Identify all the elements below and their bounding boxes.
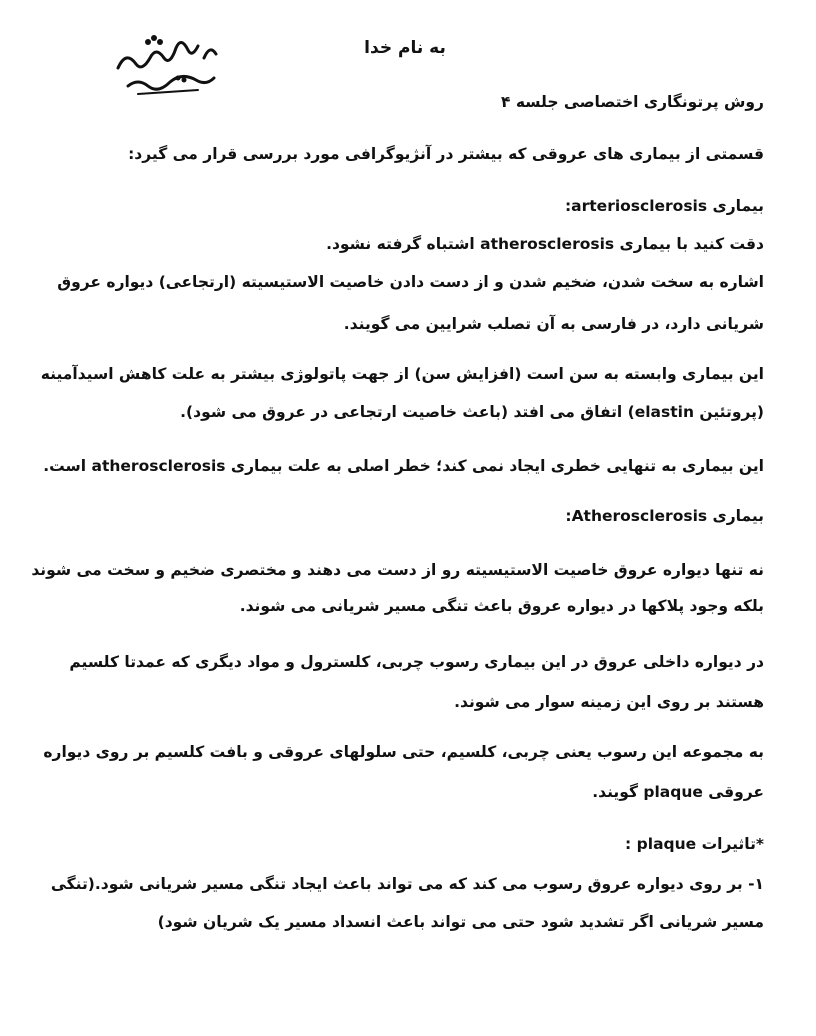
text-line: نه تنها دیواره عروق خاصیت الاستیسیته رو از دست می دهند و مختصری ضخیم و سخت می شوند: [31, 561, 764, 579]
text-line: (پروتئین elastin) اتفاق می افتد (باعث خاصیت ارتجاعی در عروق می شود).: [180, 403, 764, 421]
text-line: در دیواره داخلی عروق در این بیماری رسوب چربی، کلسترول و مواد دیگری که عمدتا کلسیم: [69, 653, 764, 671]
section-heading: بیماری arteriosclerosis:: [564, 197, 764, 215]
text-line: به مجموعه این رسوب یعنی چربی، کلسیم، حتی سلولهای عروقی و بافت کلسیم بر روی دیواره: [43, 743, 764, 761]
text-line: عروقی plaque گویند.: [592, 783, 764, 801]
text-line: اشاره به سخت شدن، ضخیم شدن و از دست دادن خاصیت الاستیسیته (ارتجاعی) دیواره عروق: [57, 273, 764, 291]
text-line: این بیماری به تنهایی خطری ایجاد نمی کند؛ خطر اصلی به علت بیماری atherosclerosis است.: [43, 457, 764, 475]
text-line: مسیر شریانی اگر تشدید شود حتی می تواند باعث انسداد مسیر یک شریان شود): [157, 913, 764, 931]
section-heading: بیماری Atherosclerosis:: [565, 507, 764, 525]
text-line: بلکه وجود پلاکها در دیواره عروق باعث تنگی مسیر شریانی می شوند.: [239, 597, 764, 615]
document-subtitle: روش پرتونگاری اختصاصی جلسه ۴: [500, 93, 764, 111]
section-heading: *تاثیرات plaque :: [625, 835, 764, 853]
text-line: دقت کنید با بیماری atherosclerosis اشتباه گرفته نشود.: [326, 235, 764, 253]
text-line: شریانی دارد، در فارسی به آن تصلب شرایین می گویند.: [343, 315, 764, 333]
text-line: هستند بر روی این زمینه سوار می شوند.: [454, 693, 764, 711]
text-line: ۱- بر روی دیواره عروق رسوب می کند که می تواند باعث ایجاد تنگی مسیر شریانی شود.(تنگی: [50, 875, 764, 893]
text-line: این بیماری وابسته به سن است (افزایش سن) از جهت پاتولوژی بیشتر به علت کاهش اسیدآمینه: [40, 365, 764, 383]
text-line: قسمتی از بیماری های عروقی که بیشتر در آنژیوگرافی مورد بررسی قرار می گیرد:: [128, 145, 764, 163]
document-heading: به نام خدا: [364, 38, 446, 58]
